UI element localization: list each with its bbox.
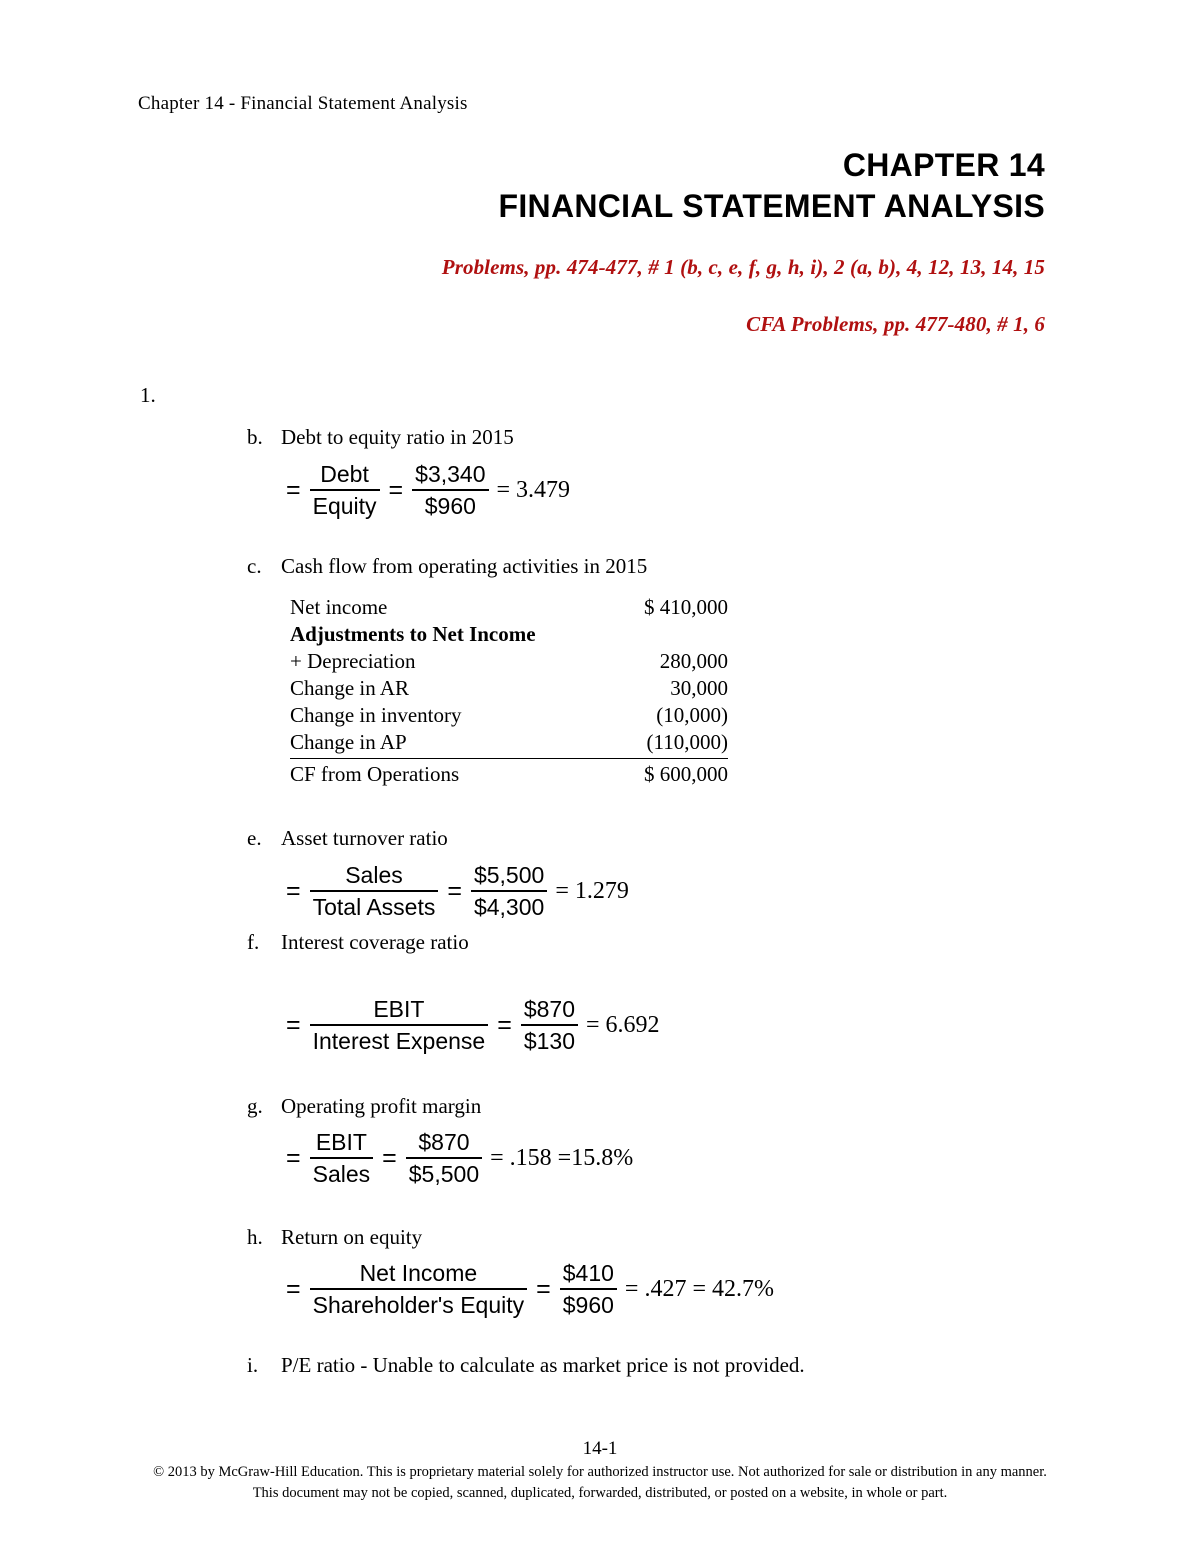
page-title: CHAPTER 14	[842, 147, 1045, 183]
fraction-bar	[412, 489, 488, 491]
cf-row-amount: (10,000)	[656, 703, 728, 727]
part-e-label: e.	[247, 826, 262, 850]
fraction-denominator: $4,300	[473, 894, 545, 920]
part-i-title: P/E ratio - Unable to calculate as market price is not provided.	[281, 1353, 805, 1377]
fraction-denominator: Interest Expense	[312, 1028, 486, 1054]
part-b-title: Debt to equity ratio in 2015	[281, 425, 514, 449]
table-row	[290, 675, 728, 702]
fraction-denominator: $5,500	[408, 1161, 480, 1187]
fraction-denominator: Equity	[312, 493, 377, 519]
fraction-bar	[521, 1024, 578, 1026]
equation-result: = 3.479	[496, 476, 571, 503]
cf-row-desc: Change in inventory	[290, 703, 462, 727]
cf-row-desc: Change in AR	[290, 676, 409, 700]
fraction-bar	[310, 1024, 489, 1026]
equation-result: = .158 =15.8%	[490, 1144, 634, 1171]
part-f-equation	[281, 995, 660, 1055]
cfa-problems-assignment-line: CFA Problems, pp. 477-480, # 1, 6	[746, 312, 1045, 336]
problems-assignment-line: Problems, pp. 474-477, # 1 (b, c, e, f, g, h, i), 2 (a, b), 4, 12, 13, 14, 15	[441, 255, 1045, 279]
cf-total-desc: CF from Operations	[290, 762, 460, 786]
table-row	[290, 594, 728, 621]
equals-sign-2: =	[447, 876, 462, 905]
fraction-denominator: Sales	[312, 1161, 371, 1187]
equals-sign-1: =	[286, 475, 301, 504]
equals-sign-1: =	[286, 1143, 301, 1172]
table-row	[290, 621, 728, 648]
part-b-label: b.	[247, 425, 263, 449]
problem-number: 1.	[140, 383, 156, 407]
cash-flow-table-body	[290, 594, 728, 788]
equals-sign-2: =	[388, 475, 404, 504]
fraction-numerator: $5,500	[473, 862, 545, 888]
fraction-denominator: Total Assets	[312, 894, 436, 920]
fraction-ebit-over-sales	[306, 1128, 378, 1188]
part-f-label: f.	[247, 930, 260, 954]
table-row	[290, 729, 728, 759]
fraction-numerator: EBIT	[373, 996, 425, 1022]
copyright-notice: © 2013 by McGraw-Hill Education. This is proprietary material solely for authorized instructor use. Not authorized for sale or distribution in any manner. This document may not be copied, scanned, duplicated, forwarded, distributed, or posted on a website, in whole or part.	[153, 1464, 1047, 1501]
fraction-values	[467, 861, 551, 921]
part-e-title: Asset turnover ratio	[281, 826, 448, 850]
part-h-label: h.	[247, 1225, 263, 1249]
fraction-debt-over-equity	[306, 460, 384, 520]
cf-row-amount	[616, 621, 728, 648]
equation-result: = 6.692	[586, 1011, 660, 1038]
fraction-numerator: Sales	[345, 862, 403, 888]
cf-row-amount: 30,000	[670, 676, 728, 700]
title-block	[140, 145, 1045, 337]
cf-row-amount: 280,000	[659, 649, 728, 673]
equation-result: = 1.279	[555, 877, 629, 904]
fraction-bar	[560, 1288, 617, 1290]
cf-row-amount: (110,000)	[616, 729, 728, 759]
cf-row-desc: Change in AP	[290, 729, 616, 759]
fraction-numerator: Net Income	[359, 1260, 478, 1286]
cf-total-amount: $ 600,000	[644, 762, 728, 786]
fraction-numerator: $410	[562, 1260, 614, 1286]
fraction-net-income-over-shareholders-equity	[306, 1259, 532, 1319]
part-h-equation	[281, 1259, 774, 1319]
part-g-title: Operating profit margin	[281, 1094, 482, 1118]
fraction-bar	[310, 1288, 528, 1290]
fraction-sales-over-total-assets	[306, 861, 443, 921]
part-g-label: g.	[247, 1094, 263, 1118]
equation-result: = .427 = 42.7%	[624, 1275, 774, 1302]
page-number: 14-1	[582, 1438, 618, 1459]
part-c-title: Cash flow from operating activities in 2015	[281, 554, 648, 578]
part-h-title: Return on equity	[281, 1225, 423, 1249]
cf-row-desc: Adjustments to Net Income	[290, 622, 536, 646]
part-c-label: c.	[247, 554, 262, 578]
fraction-numerator: $3,340	[415, 461, 486, 487]
fraction-bar	[310, 489, 380, 491]
cf-row-amount: $ 410,000	[644, 595, 728, 619]
fraction-values	[402, 1128, 486, 1188]
fraction-ebit-over-interest-expense	[306, 995, 493, 1055]
part-e-equation	[281, 861, 629, 921]
fraction-numerator: $870	[418, 1129, 470, 1155]
fraction-denominator: $960	[562, 1292, 614, 1318]
running-header: Chapter 14 - Financial Statement Analysis	[138, 93, 468, 114]
equals-sign-2: =	[382, 1143, 397, 1172]
equals-sign-2: =	[497, 1010, 512, 1039]
fraction-values	[556, 1259, 621, 1319]
fraction-numerator: EBIT	[315, 1129, 367, 1155]
fraction-bar	[406, 1157, 482, 1159]
equals-sign-1: =	[286, 876, 301, 905]
fraction-denominator: $960	[424, 493, 476, 519]
fraction-denominator: $130	[523, 1028, 575, 1054]
page-subtitle: FINANCIAL STATEMENT ANALYSIS	[498, 188, 1045, 224]
equals-sign-2: =	[536, 1274, 551, 1303]
fraction-numerator: $870	[523, 996, 575, 1022]
fraction-values	[517, 995, 582, 1055]
table-row	[290, 648, 728, 675]
fraction-bar	[310, 1157, 374, 1159]
equals-sign-1: =	[286, 1274, 301, 1303]
fraction-bar	[471, 890, 547, 892]
cf-row-desc: + Depreciation	[290, 649, 416, 673]
part-i-label: i.	[247, 1353, 259, 1377]
fraction-values	[408, 460, 492, 520]
cf-row-desc: Net income	[290, 595, 388, 619]
table-row-total	[290, 759, 728, 789]
fraction-denominator: Shareholder's Equity	[312, 1292, 525, 1318]
cash-flow-table	[290, 594, 728, 788]
equals-sign-1: =	[286, 1010, 301, 1039]
table-row	[290, 702, 728, 729]
part-f-title: Interest coverage ratio	[281, 930, 469, 954]
part-b-equation	[281, 460, 570, 520]
part-g-equation	[281, 1128, 633, 1188]
fraction-numerator: Debt	[320, 461, 369, 487]
fraction-bar	[310, 890, 439, 892]
